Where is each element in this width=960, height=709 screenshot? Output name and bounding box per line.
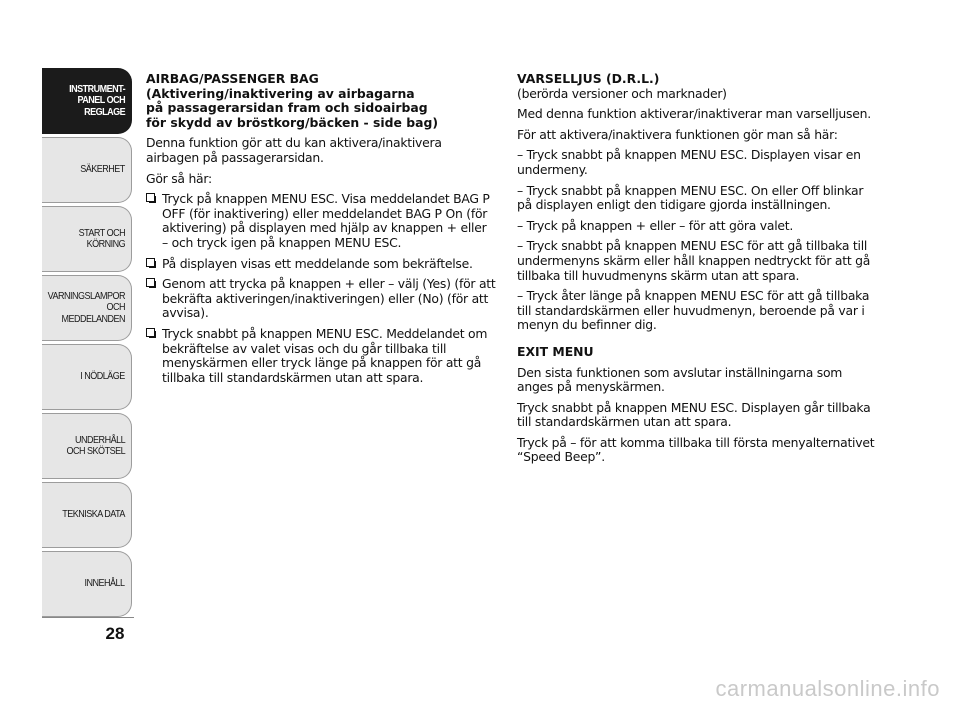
list-item	[146, 257, 496, 272]
tab-label: INSTRUMENT- PANEL OCH REGLAGE	[68, 82, 125, 118]
lead-paragraph: Gör så här:	[146, 170, 212, 186]
subheading: (berörda versioner och marknader)	[517, 85, 727, 101]
exit-menu-heading: EXIT MENU	[517, 343, 594, 359]
tab-label: I NÖDLÄGE	[80, 370, 125, 383]
paragraph: – Tryck snabbt på knappen MENU ESC för att gå tillbaka till undermenyns skärm eller håll knappen nedtryckt för att gå tillbaka till huvudmenyns skärm utan att spara.	[517, 238, 871, 283]
tab-underhall[interactable]	[42, 413, 132, 479]
divider	[42, 617, 134, 618]
paragraph: Tryck snabbt på knappen MENU ESC. Displayen går tillbaka till standardskärmen utan att spara.	[517, 399, 871, 430]
tab-label: VARNINGSLAMPOR OCH MEDDELANDEN	[47, 289, 125, 325]
checkbox-bullet-icon	[146, 278, 155, 287]
tab-sakerhet[interactable]	[42, 137, 132, 203]
heading-line: för skydd av bröstkorg/bäcken - side bag)	[146, 114, 438, 130]
paragraph: Tryck på – för att komma tillbaka till första menyalternativet “Speed Beep”.	[517, 434, 875, 465]
paragraph: Den sista funktionen som avslutar inställningarna som anges på menyskärmen.	[517, 364, 843, 395]
heading-line: på passagerarsidan fram och sidoairbag	[146, 100, 428, 116]
tab-varningslampor[interactable]	[42, 275, 132, 341]
tab-label: START OCH KÖRNING	[78, 226, 125, 250]
list-item-text: Tryck snabbt på knappen MENU ESC. Meddelandet om bekräftelse av valet visas och du går tillbaka till menyskärmen eller tryck länge på knappen för att gå tillbaka till standardskärmen utan att spara.	[162, 325, 488, 385]
list-item	[146, 327, 496, 385]
tab-label: SÄKERHET	[80, 163, 125, 176]
tab-i-nodlage[interactable]	[42, 344, 132, 410]
section-heading	[146, 72, 496, 130]
list-item	[146, 192, 496, 250]
drl-section	[517, 72, 877, 471]
paragraph: – Tryck snabbt på knappen MENU ESC. On eller Off blinkar på displayen enligt den tidigare gjorda inställningen.	[517, 182, 864, 213]
tab-instrumentpanel[interactable]	[42, 68, 132, 134]
paragraph: – Tryck åter länge på knappen MENU ESC för att gå tillbaka till standardskärmen eller huvudmenyn, beroende på var i menyn du befinner dig.	[517, 288, 870, 333]
airbag-section	[146, 72, 496, 391]
paragraph: – Tryck snabbt på knappen MENU ESC. Displayen visar en undermeny.	[517, 147, 861, 177]
paragraph: – Tryck på knappen + eller – för att göra valet.	[517, 217, 794, 233]
checkbox-bullet-icon	[146, 258, 155, 267]
checkbox-bullet-icon	[146, 193, 155, 202]
tab-label: INNEHÅLL	[84, 577, 125, 590]
heading-line: AIRBAG/PASSENGER BAG	[146, 71, 319, 86]
section-heading: VARSELLJUS (D.R.L.)	[517, 71, 660, 86]
list-item-text: Genom att trycka på knappen + eller – välj (Yes) (för att bekräfta aktiveringen/inaktiveringen) eller (No) (för att avvisa).	[162, 276, 496, 321]
tab-innehall[interactable]	[42, 551, 132, 617]
tab-label: UNDERHÅLL OCH SKÖTSEL	[66, 433, 125, 457]
list-item-text: Tryck på knappen MENU ESC. Visa meddelandet BAG P OFF (för inaktivering) eller meddelandet BAG P On (för aktivering) på displayen med hjälp av knappen + eller – och tryck igen på knappen MENU ESC.	[162, 191, 490, 250]
list-item	[146, 277, 496, 321]
list-item-text: På displayen visas ett meddelande som bekräftelse.	[162, 255, 473, 271]
paragraph: För att aktivera/inaktivera funktionen gör man så här:	[517, 126, 838, 142]
page-number: 28	[105, 624, 125, 643]
tab-label: TEKNISKA DATA	[62, 508, 125, 521]
tab-start-och-korning[interactable]	[42, 206, 132, 272]
paragraph: Med denna funktion aktiverar/inaktiverar man varselljusen.	[517, 106, 871, 122]
heading-line: (Aktivering/inaktivering av airbagarna	[146, 85, 415, 101]
intro-paragraph: Denna funktion gör att du kan aktivera/inaktivera airbagen på passagerarsidan.	[146, 135, 442, 165]
tab-tekniska-data[interactable]	[42, 482, 132, 548]
checkbox-bullet-icon	[146, 328, 155, 337]
watermark: carmanualsonline.info	[715, 676, 940, 701]
